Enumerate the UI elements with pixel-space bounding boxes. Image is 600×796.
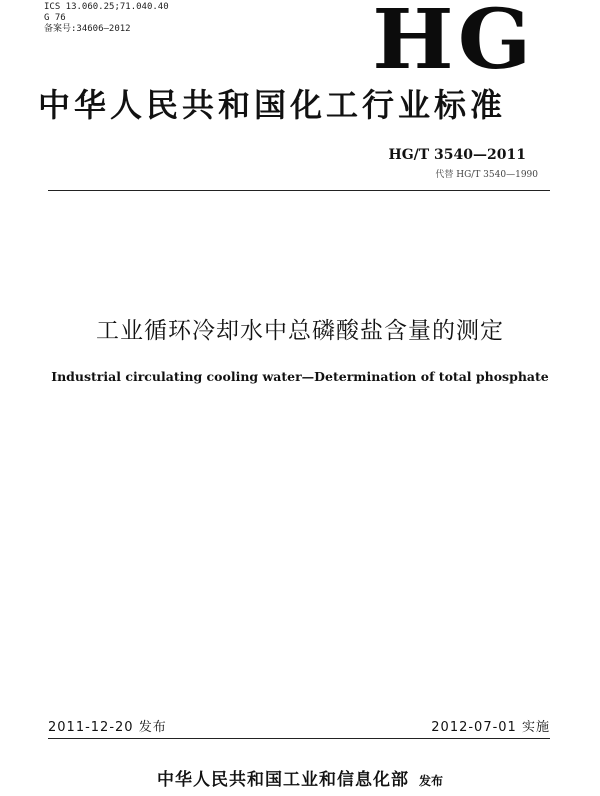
ccs-code: G 76 [44,13,66,23]
standard-code: HG/T 3540—2011 [388,147,526,163]
document-title-chinese: 工业循环冷却水中总磷酸盐含量的测定 [96,318,504,344]
issue-date-value: 2011-12-20 [48,720,134,735]
issue-date-suffix: 发布 [138,720,167,735]
implementation-date-value: 2012-07-01 [431,720,517,735]
bottom-divider [48,738,550,739]
issuing-authority [0,765,600,790]
issue-date [48,716,167,735]
record-number: 备案号:34606—2012 [44,24,131,34]
issuer-name: 中华人民共和国工业和信息化部 [156,770,409,790]
document-title-english: Industrial circulating cooling water—Determination of total phosphate [51,369,549,384]
implementation-date-suffix: 实施 [521,720,550,735]
hg-logo: HG [372,0,536,88]
ics-code: ICS 13.060.25;71.040.40 [44,2,169,12]
issuer-suffix: 发布 [418,774,443,788]
top-divider [48,190,550,191]
replaces-standard: 代替 HG/T 3540—1990 [435,170,538,180]
implementation-date [431,716,550,735]
standard-type-title: 中华人民共和国化工行业标准 [38,86,507,124]
